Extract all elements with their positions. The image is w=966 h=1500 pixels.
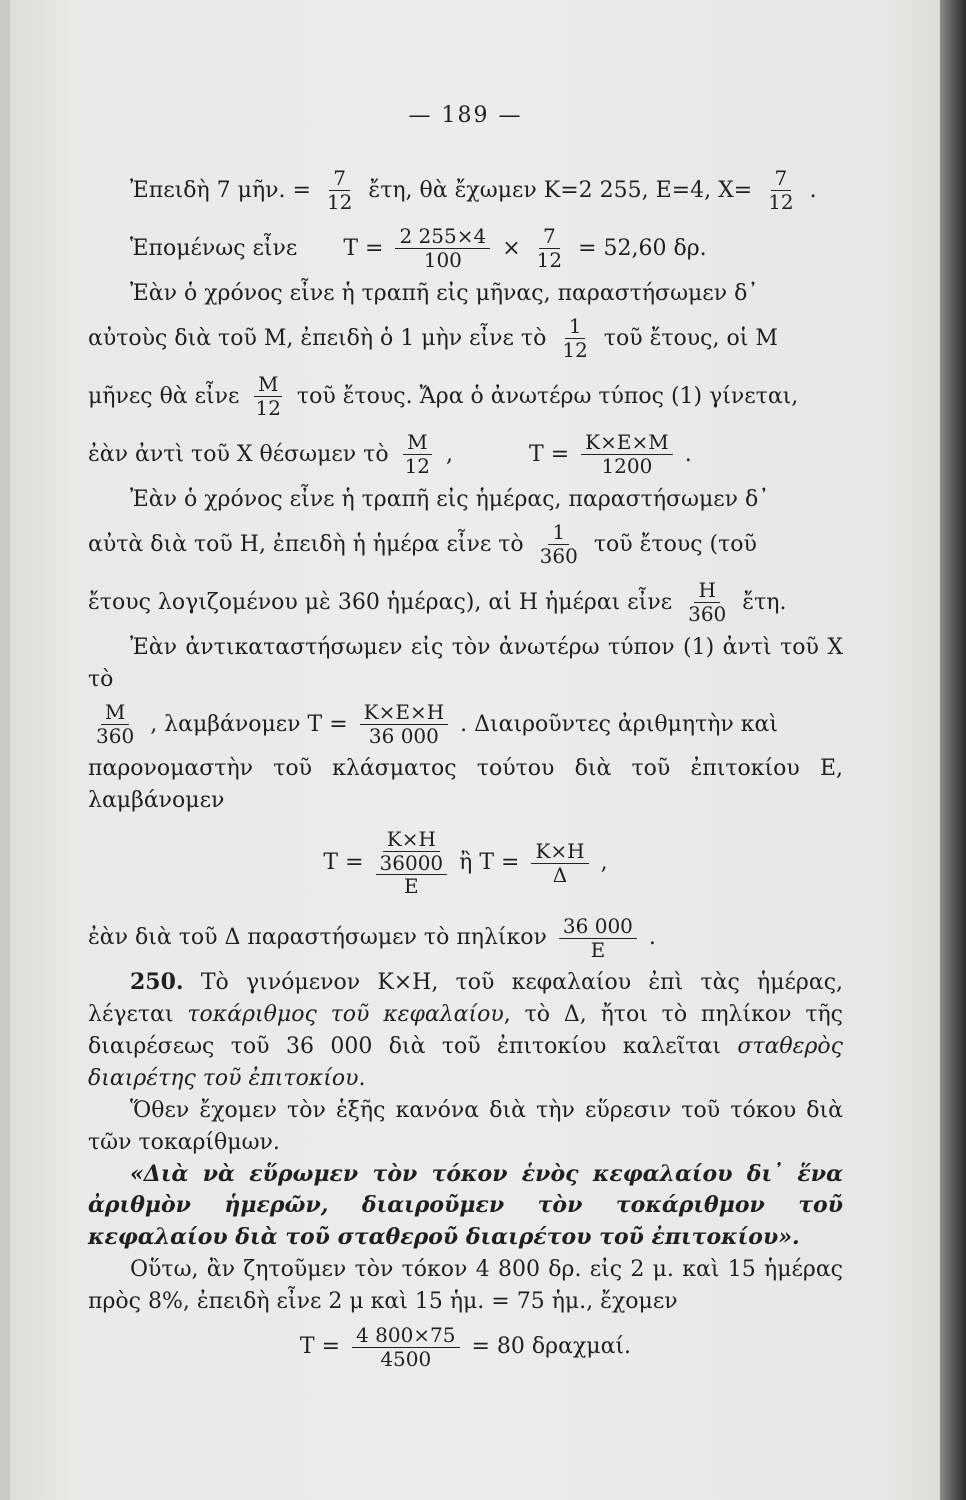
denominator: 12 [562,338,588,363]
text-segment: T = [529,441,570,467]
numerator: 7 [539,226,560,249]
text-segment: ἔτους λογιζομένου μὲ 360 ἡμέρας), αἱ H ἡμέραι εἶνε [88,589,673,615]
text-segment: Ἑπομένως εἶνε [130,235,298,261]
paragraph: Ἐὰν ἀντικαταστήσωμεν εἰς τὸν ἀνωτέρω τύπον (1) ἀντὶ τοῦ X τὸ [88,634,843,692]
text-segment: T = [343,235,384,261]
fraction [764,168,797,213]
denominator: 360 [96,723,135,748]
text-line [88,310,843,368]
term: σταθερὸς διαιρέτης τοῦ ἐπιτοκίου [88,1034,843,1091]
text-segment: , τὸ Δ, ἤτοι τὸ πηλίκον τῆς διαιρέσεως τοῦ 36 000 διὰ τοῦ ἐπιτοκίου καλεῖται [88,1002,844,1060]
text-segment: αὐτοὺς διὰ τοῦ M, ἐπειδὴ ὁ 1 μὴν εἶνε τὸ [88,325,547,351]
fraction [581,432,673,477]
numerator: K×H [383,829,440,852]
numerator: H [694,580,719,603]
paragraph: Ὅθεν ἔχομεν τὸν ἑξῆς κανόνα διὰ τὴν εὕρεσιν τοῦ τόκου διὰ τῶν τοκαρίθμων. [88,1097,843,1155]
text-segment: ἐὰν διὰ τοῦ Δ παραστήσωμεν τὸ πηλίκον [88,925,547,951]
numerator: M [254,374,282,397]
text-segment: Ἐπειδὴ 7 μῆν. = [130,177,311,203]
numerator: K×E×H [360,702,449,725]
text-segment: ἔτη, θὰ ἔχωμεν K=2 255, E=4, X= [368,177,753,203]
text-segment: T = [299,1334,341,1360]
paragraph-number: 250. [130,969,184,996]
equation-line [88,1318,843,1376]
book-binding-shadow [940,0,966,1500]
page-content [88,100,843,1376]
denominator: E [590,937,606,962]
denominator: 12 [255,396,281,421]
text-segment: T = [323,850,364,876]
denominator: 12 [768,190,794,215]
numerator: M [101,702,129,725]
fraction [531,838,588,887]
text-segment: = 80 δραχμαί. [471,1334,632,1360]
equation-line [88,426,843,484]
text-segment: , [600,850,608,876]
equation-line [88,162,843,220]
denominator: 360 [539,544,578,569]
text-line [88,909,843,967]
text-segment: = 52,60 δρ. [578,235,707,261]
numerator: 1 [565,316,586,339]
text-segment: τοῦ ἔτους, οἱ M [603,325,778,351]
text-segment: . [684,441,692,467]
text-segment: Τὸ γινόμενον K×H, τοῦ κεφαλαίου ἐπὶ τὰς ἡμέρας, λέγεται [88,970,844,1028]
numerator: K×H [531,841,588,864]
denominator: Δ [552,862,568,887]
text-segment: μῆνες θὰ εἶνε [88,383,240,409]
numerator: M [403,432,431,455]
denominator: 1200 [601,454,653,479]
text-segment: ἐὰν ἀντὶ τοῦ X θέσωμεν τὸ [88,441,389,467]
text-segment: ἢ T = [459,850,520,876]
denominator: 100 [423,248,462,273]
text-line [88,368,843,426]
numerator: 7 [329,168,350,191]
denominator: 36 000 [368,723,439,748]
text-segment: τοῦ ἔτους. Ἄρα ὁ ἀνωτέρω τύπος (1) γίνεται, [296,383,799,409]
fraction [533,226,566,271]
rule-statement: «Διὰ νὰ εὕρωμεν τὸν τόκον ἑνὸς κεφαλαίου δι᾿ ἕνα ἀριθμὸν ἡμερῶν, διαιροῦμεν τὸν τοκάριθμον τοῦ κεφαλαίου διὰ τοῦ σταθεροῦ διαιρέτου τοῦ ἐπιτοκίου». [88,1160,843,1251]
text-segment: αὐτὰ διὰ τοῦ H, ἐπειδὴ ἡ ἡμέρα εἶνε τὸ [88,531,524,557]
text-segment: ἔτη. [742,589,787,615]
numerator: 2 255×4 [395,226,490,249]
fraction [352,1322,459,1371]
text-segment: . [358,1065,366,1091]
fraction [558,316,591,361]
fraction [251,374,284,419]
term: τοκάριθμος τοῦ κεφαλαίου [187,1002,504,1028]
numerator: 7 [771,168,792,191]
fraction [684,580,730,625]
paragraph: Ἐὰν ὁ χρόνος εἶνε ἡ τραπῆ εἰς ἡμέρας, παραστήσωμεν δ᾿ [130,486,770,512]
denominator: 360 [688,602,727,627]
fraction [536,522,582,567]
paragraph: Οὕτω, ἂν ζητοῦμεν τὸν τόκον 4 800 δρ. εἰς 2 μ. καὶ 15 ἡμέρας πρὸς 8%, ἐπειδὴ εἶνε 2 μ καὶ 15 ἡμ. = 75 ἡμ., ἔχομεν [88,1257,843,1315]
text-segment: × [502,235,521,261]
page-left-edge [0,0,10,1500]
denominator: 12 [404,454,431,479]
text-segment: . [809,177,817,203]
text-segment: , [446,441,454,467]
text-segment: τοῦ ἔτους (τοῦ [593,531,757,557]
fraction [559,913,637,962]
fraction [395,226,490,271]
fraction [401,432,434,477]
numerator: K×E×M [581,432,673,455]
fraction [323,168,356,213]
numbered-paragraph [88,967,843,1095]
equation-line [88,695,843,753]
text-segment: . [648,925,656,951]
text-line [88,574,843,632]
page-number: — 189 — [408,103,523,128]
text-line [88,516,843,574]
equation-line [88,817,843,909]
numerator: 1 [548,522,569,545]
numerator: 36 000 [559,916,637,939]
paragraph: παρονομαστὴν τοῦ κλάσματος τούτου διὰ τοῦ ἐπιτοκίου E, λαμβάνομεν [88,756,843,814]
denominator: E [404,874,419,899]
numerator: 4 800×75 [352,1325,459,1348]
denominator: 36000 [376,852,448,875]
compound-fraction [376,829,448,897]
text-segment: . Διαιροῦντες ἀριθμητὴν καὶ [460,711,779,737]
paragraph: Ἐὰν ὁ χρόνος εἶνε ἡ τραπῆ εἰς μῆνας, παραστήσωμεν δ᾿ [130,280,759,306]
equation-line [88,220,843,278]
denominator: 12 [536,248,563,273]
text-segment: , λαμβάνομεν T = [150,711,348,737]
denominator: 4500 [380,1346,432,1371]
fraction [360,699,449,748]
denominator: 12 [326,190,353,215]
fraction [92,699,138,748]
